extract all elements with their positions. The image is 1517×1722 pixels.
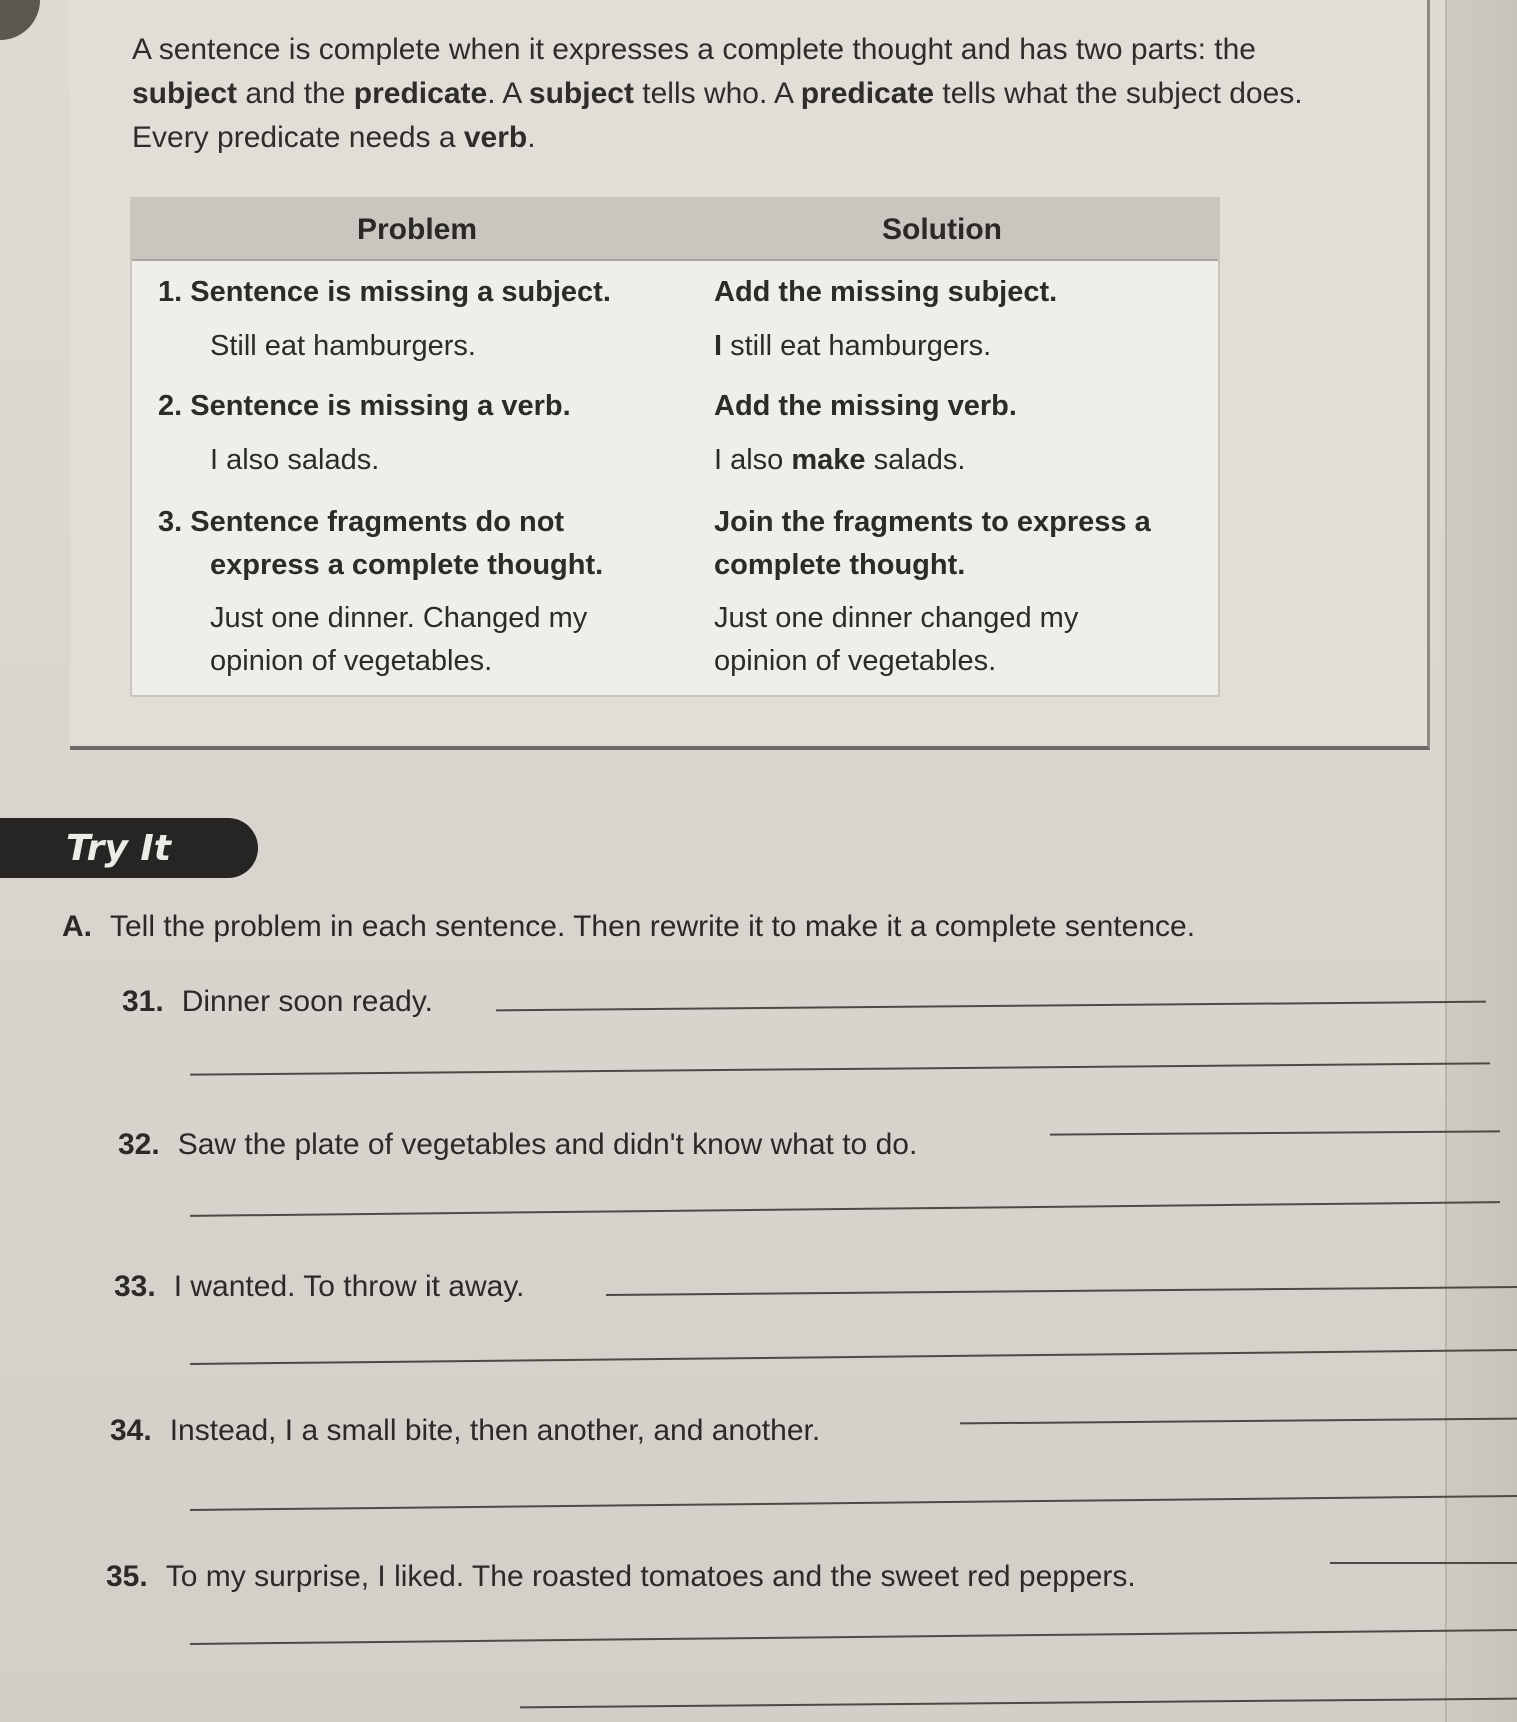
row3-problem-title: 3. Sentence fragments do not express a complete thought. bbox=[158, 506, 604, 581]
answer-line[interactable] bbox=[520, 1698, 1517, 1709]
exercise-item-35: 35. To my surprise, I liked. The roasted tomatoes and the sweet red peppers. bbox=[106, 1560, 1136, 1593]
exercise-instruction bbox=[62, 910, 1195, 944]
answer-line[interactable] bbox=[1330, 1562, 1517, 1564]
row2-problem-example: I also salads. bbox=[210, 444, 380, 476]
row3-solution-title: Join the fragments to express a complete thought. bbox=[714, 506, 1151, 581]
try-it-badge bbox=[0, 818, 258, 878]
answer-line[interactable] bbox=[190, 1495, 1517, 1511]
row3-problem-example: Just one dinner. Changed my opinion of vegetables. bbox=[210, 602, 588, 677]
row2-solution-title: Add the missing verb. bbox=[714, 390, 1017, 422]
problem-solution-table bbox=[130, 197, 1220, 697]
term-predicate: predicate bbox=[353, 77, 488, 110]
answer-line[interactable] bbox=[190, 1629, 1517, 1645]
answer-line[interactable] bbox=[190, 1201, 1500, 1217]
exercise-item-31: 31. Dinner soon ready. bbox=[122, 985, 433, 1018]
term-subject: subject bbox=[132, 77, 238, 110]
row2-solution-example: I also make salads. bbox=[714, 444, 966, 476]
exercise-item-32: 32. Saw the plate of vegetables and didn't know what to do. bbox=[118, 1128, 918, 1161]
intro-paragraph: A sentence is complete when it expresses a complete thought and has two parts: the subject and the predicate. A subject tells who. A predicate tells what the subject does. Every predicate needs a verb. bbox=[132, 33, 1303, 154]
exercise-item-34: 34. Instead, I a small bite, then another, and another. bbox=[110, 1414, 821, 1447]
header-solution: Solution bbox=[882, 213, 1002, 246]
header-problem: Problem bbox=[357, 213, 478, 246]
row2-problem-title: 2. Sentence is missing a verb. bbox=[158, 390, 571, 422]
answer-line[interactable] bbox=[190, 1349, 1517, 1365]
instruction-text: Tell the problem in each sentence. Then rewrite it to make it a complete sentence. bbox=[110, 910, 1196, 943]
exercise-item-33: 33. I wanted. To throw it away. bbox=[114, 1270, 525, 1303]
answer-line[interactable] bbox=[190, 1062, 1490, 1075]
term-subject-2: subject bbox=[528, 77, 634, 110]
page-edge bbox=[1445, 0, 1517, 1722]
answer-line[interactable] bbox=[496, 1001, 1486, 1012]
try-it-label: Try It bbox=[66, 828, 171, 869]
row1-problem-example: Still eat hamburgers. bbox=[210, 330, 476, 362]
table-header bbox=[132, 199, 1218, 261]
row1-problem-title: 1. Sentence is missing a subject. bbox=[158, 276, 611, 308]
answer-line[interactable] bbox=[1050, 1130, 1500, 1135]
row1-solution-example: I still eat hamburgers. bbox=[714, 330, 992, 362]
term-predicate-2: predicate bbox=[800, 77, 935, 110]
answer-line[interactable] bbox=[960, 1418, 1517, 1425]
page-corner-shadow bbox=[0, 0, 40, 40]
answer-line[interactable] bbox=[606, 1286, 1517, 1296]
row3-solution-example: Just one dinner changed my opinion of vegetables. bbox=[714, 602, 1079, 677]
row1-solution-title: Add the missing subject. bbox=[714, 276, 1058, 308]
term-verb: verb bbox=[463, 121, 528, 154]
instruction-letter: A. bbox=[62, 910, 92, 943]
